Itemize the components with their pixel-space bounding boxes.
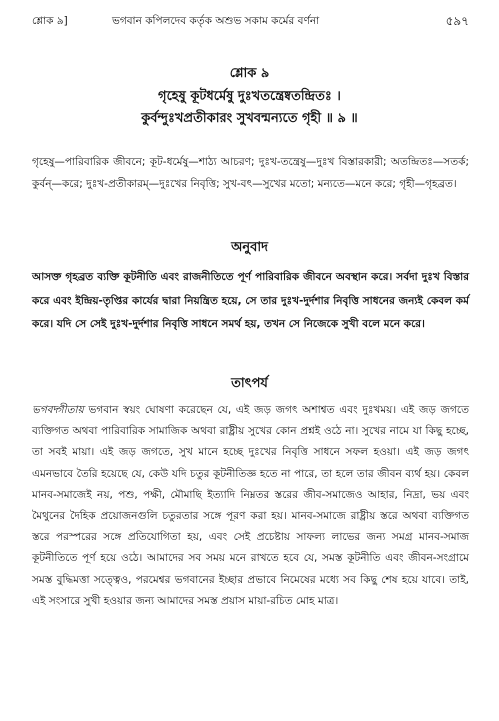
verse-line-1: গৃহেষু কূটধর্মেষু দুঃখতন্ত্রেষ্বতন্দ্রিতঃ । — [158, 89, 341, 104]
purport-text — [32, 400, 469, 612]
verse-heading: শ্লোক ৯ — [229, 66, 270, 81]
chapter-title: ভগবান কপিলদেব কর্তৃক অশুভ সকাম কর্মের বর্ণনা — [112, 15, 320, 27]
sanskrit-verse — [0, 86, 499, 130]
translation-text: আসক্ত গৃহব্রত ব্যক্তি কূটনীতি এবং রাজনীতিতে পূর্ণ পারিবারিক জীবনে অবস্থান করে। সর্বদা দুঃখ বিস্তার করে এবং ইন্দ্রিয়-তৃপ্তির কার্যের দ্বারা নিয়ন্ত্রিত হয়ে, সে তার দুঃখ-দুর্দশার নিবৃত্তি সাধনের জন্যই কেবল কর্ম করে। যদি সে সেই দুঃখ-দুর্দশার নিবৃত্তি সাধনে সমর্থ হয়, তখন সে নিজেকে সুখী বলে মনে করে। — [32, 271, 469, 330]
verse-line-2: কুর্বন্দুঃখপ্রতীকারং সুখবন্মন্যতে গৃহী ॥ ৯ ॥ — [141, 111, 358, 126]
purport-body: ভগবান স্বয়ং ঘোষণা করেছেন যে, এই জড় জগৎ অশাশ্বত এবং দুঃখময়। এই জড় জগতে ব্যক্তিগত অথবা পারিবারিক সামাজিক অথবা রাষ্ট্রীয় সুখের কোন প্রশ্নই ওঠে না। সুখের নামে যা কিছু হচ্ছে, তা সবই মায়া। এই জড় জগতে, সুখ মানে হচ্ছে দুঃখের নিবৃত্তি সাধনে সফল হওয়া। এই জড় জগৎ এমনভাবে তৈরি হয়েছে যে, কেউ যদি চতুর কূটনীতিজ্ঞ হতে না পারে, তা হলে তার জীবন ব্যর্থ হয়। কেবল মানব-সমাজেই নয়, পশু, পক্ষী, মৌমাছি ইত্যাদি নিম্নতর স্তরের জীব-সমাজেও আহার, নিদ্রা, ভয় এবং মৈথুনের দৈহিক প্রয়োজনগুলি চতুরতার সঙ্গে পূরণ করা হয়। মানব-সমাজে রাষ্ট্রীয় স্তরে অথবা ব্যক্তিগত স্তরে পরস্পরের সঙ্গে প্রতিযোগিতা হয়, এবং সেই প্রচেষ্টায় সাফল্য লাভের জন্য সমগ্র মানব-সমাজ কূটনীতিতে পূর্ণ হয়ে ওঠে। আমাদের সব সময় মনে রাখতে হবে যে, সমস্ত কূটনীতি এবং জীবন-সংগ্রামে সমস্ত বুদ্ধিমত্তা সত্ত্বেও, পরমেশ্বর ভগবানের ইচ্ছার প্রভাবে নিমেষের মধ্যে সব কিছু শেষ হয়ে যাবে। তাই, এই সংসারে সুখী হওয়ার জন্য আমাদের সমস্ত প্রয়াস মায়া-রচিত মোহ মাত্র। — [32, 404, 469, 607]
purport-heading: তাৎপর্য — [231, 376, 268, 391]
page-number: ৫৯৭ — [445, 14, 469, 28]
purport-book-name: ভগবদ্গীতায় — [32, 404, 84, 416]
verse-reference: শ্লোক ৯] — [32, 15, 68, 27]
translation-heading: অনুবাদ — [231, 240, 268, 255]
word-synonyms: গৃহেষু—পারিবারিক জীবনে; কূট-ধর্মেষু—শাঠ্য আচরণ; দুঃখ-তন্ত্রেষু—দুঃখ বিস্তারকারী; অতন্দ্রিতঃ—সতর্ক; কুর্বন্—করে; দুঃখ-প্রতীকারম্—দুঃখের নিবৃত্তি; সুখ-বৎ—সুখের মতো; মন্যতে—মনে করে; গৃহী—গৃহব্রত। — [32, 156, 469, 190]
